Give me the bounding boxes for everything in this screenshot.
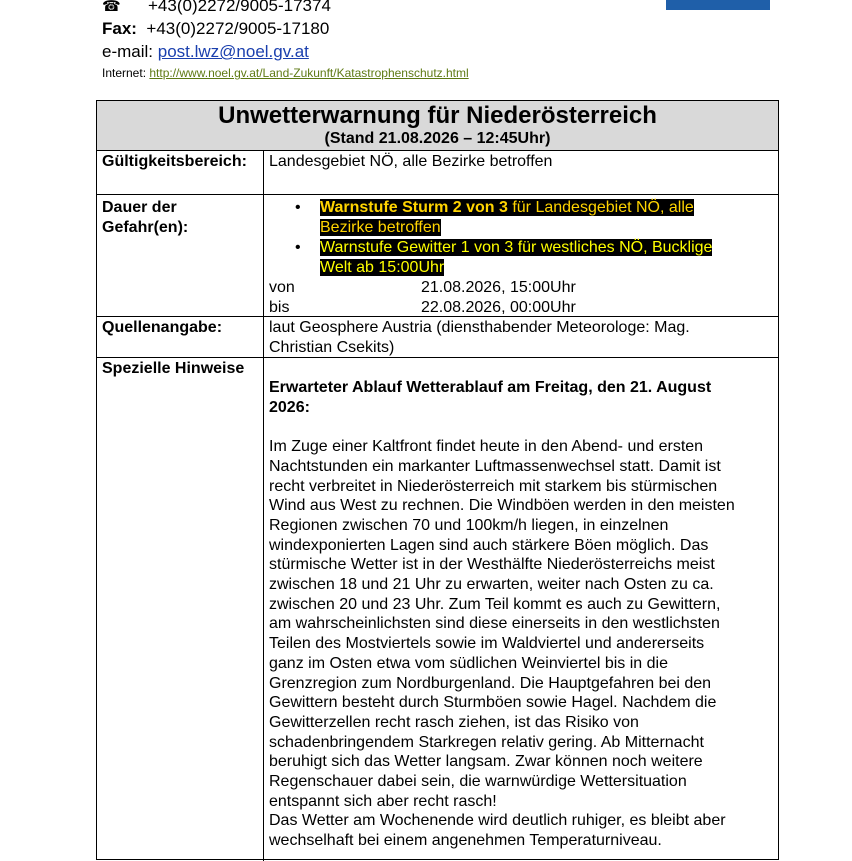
to-value: 22.08.2026, 00:00Uhr bbox=[421, 299, 576, 316]
phone-icon: ☎ bbox=[102, 0, 121, 15]
duration-label-1: Dauer der bbox=[102, 199, 177, 216]
notes-line: recht verbreitet in Niederösterreich mit starkem bis stürmischen bbox=[269, 477, 718, 495]
from-label: von bbox=[269, 279, 295, 296]
email-link[interactable]: post.lwz@noel.gv.at bbox=[157, 42, 309, 61]
notes-line: Wind aus West zu rechnen. Die Windböen werden in den meisten bbox=[269, 497, 735, 515]
fax-line bbox=[102, 19, 329, 39]
column-divider bbox=[263, 150, 264, 861]
storm-area-a: für Landesgebiet NÖ, alle bbox=[507, 199, 694, 216]
scope-value: Landesgebiet NÖ, alle Bezirke betroffen bbox=[269, 153, 553, 170]
warning-title: Unwetterwarnung für Niederösterreich bbox=[218, 102, 657, 129]
email-line bbox=[102, 42, 309, 62]
notes-heading-line-1: Erwarteter Ablauf Wetterablauf am Freitag, den 21. August bbox=[269, 379, 712, 396]
notes-line: am wahrscheinlichsten sind diese einerseits in den westlichsten bbox=[269, 615, 720, 633]
fax-number: +43(0)2272/9005-17180 bbox=[146, 19, 330, 38]
notes-line: Regenschauer dabei sein, die warnwürdige Wettersituation bbox=[269, 773, 687, 791]
notes-line: entspannt sich aber recht rasch! bbox=[269, 792, 497, 810]
thunderstorm-line-b: Welt ab 15:00Uhr bbox=[320, 259, 445, 276]
internet-link[interactable]: http://www.noel.gv.at/Land-Zukunft/Katastrophenschutz.html bbox=[149, 66, 469, 80]
notes-paragraph bbox=[269, 437, 774, 851]
notes-line: ganz im Osten etwa vom südlichen Weinviertel bis in die bbox=[269, 654, 668, 672]
fax-label: Fax: bbox=[102, 19, 137, 38]
warning-table bbox=[96, 100, 779, 860]
notes-line: Grenzregion zum Nordburgenland. Die Hauptgefahren bei den bbox=[269, 674, 712, 692]
notes-line: Gewittern besteht durch Sturmböen sowie Hagel. Nachdem die bbox=[269, 694, 717, 712]
notes-line: schadenbringendem Starkregen relativ gering. Ab Mitternacht bbox=[269, 733, 704, 751]
notes-body bbox=[269, 378, 774, 851]
from-value: 21.08.2026, 15:00Uhr bbox=[421, 279, 576, 296]
thunderstorm-line-a: Warnstufe Gewitter 1 von 3 für westliches NÖ, Bucklige bbox=[320, 239, 713, 256]
notes-line: windexponierten Lagen sind auch stärkere Böen möglich. Das bbox=[269, 536, 709, 554]
notes-line: Im Zuge einer Kaltfront findet heute in den Abend- und ersten bbox=[269, 438, 704, 456]
hazard-list bbox=[293, 198, 753, 278]
notes-line: zwischen 18 und 21 Uhr zu erwarten, weiter nach Osten zu ca. bbox=[269, 576, 714, 594]
notes-line: Teilen des Mostviertels sowie im Waldviertel und andererseits bbox=[269, 635, 705, 653]
storm-area-b: Bezirke betroffen bbox=[320, 219, 441, 236]
storm-level: Warnstufe Sturm 2 von 3 bbox=[320, 199, 508, 216]
notes-label: Spezielle Hinweise bbox=[102, 360, 245, 377]
hazard-item-thunderstorm bbox=[293, 238, 753, 278]
source-value bbox=[269, 318, 774, 358]
notes-line: Regionen zwischen 70 und 100km/h liegen, in einzelnen bbox=[269, 516, 669, 534]
source-line-1: laut Geosphere Austria (diensthabender Meteorologe: Mag. bbox=[269, 319, 690, 336]
to-label: bis bbox=[269, 299, 290, 316]
phone-number: +43(0)2272/9005-17374 bbox=[148, 0, 331, 15]
phone-line bbox=[102, 0, 331, 17]
from-row bbox=[269, 278, 576, 298]
to-row bbox=[269, 298, 576, 318]
notes-line: zwischen 20 und 23 Uhr. Zum Teil kommt es auch zu Gewittern, bbox=[269, 595, 721, 613]
notes-line: beruhigt sich das Wetter langsam. Zwar können noch weitere bbox=[269, 753, 703, 771]
hazard-item-storm bbox=[293, 198, 753, 238]
notes-line: Gewitterzellen recht rasch ziehen, ist das Risiko von bbox=[269, 713, 639, 731]
notes-heading-line-2: 2026: bbox=[269, 398, 310, 416]
scope-label: Gültigkeitsbereich: bbox=[102, 153, 247, 170]
row-divider bbox=[97, 194, 778, 195]
internet-line bbox=[102, 66, 469, 80]
source-label: Quellenangabe: bbox=[102, 319, 223, 336]
notes-line: stürmische Wetter ist in der Westhälfte Niederösterreichs meist bbox=[269, 556, 715, 574]
internet-label: Internet: bbox=[102, 66, 147, 80]
warning-title-row bbox=[97, 101, 778, 151]
notes-line: Nachtstunden ein markanter Luftmassenwechsel statt. Damit ist bbox=[269, 457, 721, 475]
bullet-symbol: • bbox=[295, 239, 301, 256]
warning-stand: (Stand 21.08.2026 – 12:45Uhr) bbox=[324, 130, 551, 147]
logo-bar bbox=[666, 0, 770, 10]
source-line-2: Christian Csekits) bbox=[269, 339, 395, 356]
notes-line: wechselhaft bei einem angenehmen Temperaturniveau. bbox=[269, 832, 662, 850]
notes-line: Das Wetter am Wochenende wird deutlich ruhiger, es bleibt aber bbox=[269, 812, 726, 830]
duration-label-2: Gefahr(en): bbox=[102, 219, 189, 236]
bullet-symbol: • bbox=[295, 199, 301, 216]
email-label: e-mail: bbox=[102, 42, 154, 61]
